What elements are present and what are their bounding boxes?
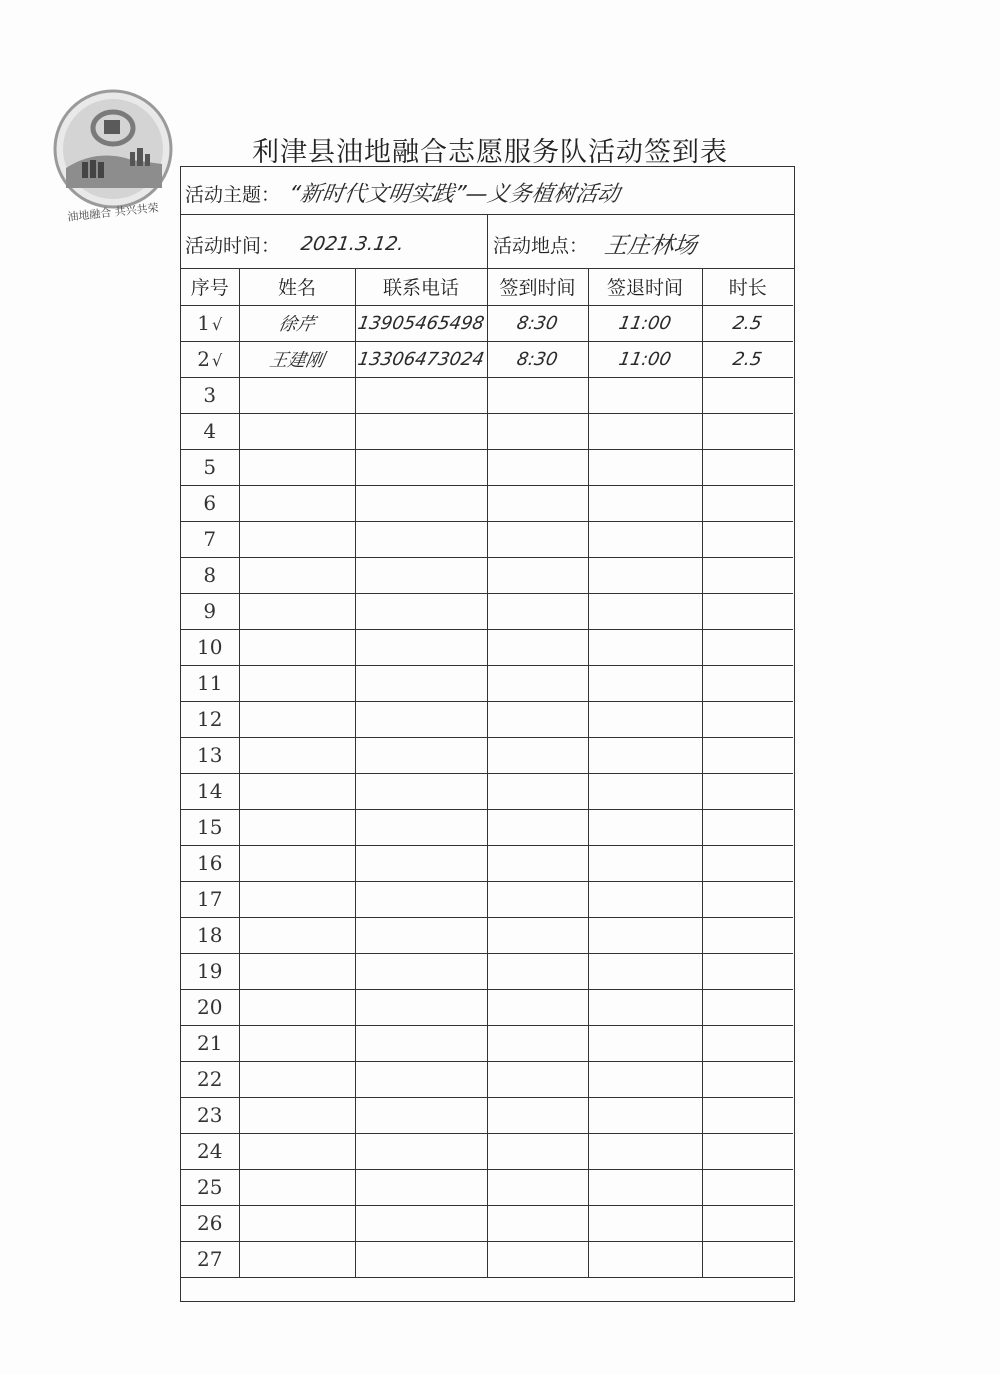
name-cell[interactable] <box>239 1097 355 1133</box>
header-serial: 序号 <box>181 269 239 305</box>
attendance-table <box>181 269 793 1278</box>
row-serial-cell <box>181 1169 239 1205</box>
phone-cell[interactable] <box>355 557 487 593</box>
sign-in-cell[interactable] <box>487 1133 588 1169</box>
phone-cell[interactable] <box>355 701 487 737</box>
table-row <box>181 665 793 701</box>
organization-logo <box>52 88 174 228</box>
duration-cell[interactable] <box>702 701 793 737</box>
phone-cell[interactable] <box>355 881 487 917</box>
phone-cell[interactable] <box>355 1133 487 1169</box>
checkmark-icon: √ <box>212 315 223 334</box>
name-cell[interactable] <box>239 953 355 989</box>
phone-cell[interactable] <box>355 593 487 629</box>
time-label: 活动时间： <box>185 235 281 257</box>
sign-in-cell[interactable] <box>487 701 588 737</box>
sign-out-value: 11:00 <box>617 349 673 370</box>
row-serial: 10 <box>197 635 223 659</box>
row-serial: 8 <box>203 563 217 587</box>
name-cell[interactable] <box>239 1205 355 1241</box>
theme-label: 活动主题： <box>185 184 281 206</box>
row-serial-cell <box>181 1061 239 1097</box>
table-row <box>181 953 793 989</box>
row-serial: 23 <box>197 1103 223 1127</box>
name-cell[interactable] <box>239 917 355 953</box>
duration-cell[interactable] <box>702 1169 793 1205</box>
row-serial: 12 <box>197 707 223 731</box>
row-serial: 2 <box>197 347 211 371</box>
time-place-divider <box>487 215 488 269</box>
row-serial-cell <box>181 989 239 1025</box>
table-row <box>181 413 793 449</box>
phone-cell[interactable] <box>355 773 487 809</box>
name-cell[interactable] <box>239 593 355 629</box>
row-serial-cell <box>181 953 239 989</box>
sign-out-cell[interactable] <box>588 629 702 665</box>
table-row <box>181 1133 793 1169</box>
row-serial-cell <box>181 1097 239 1133</box>
sign-out-cell[interactable] <box>588 1241 702 1277</box>
table-row <box>181 701 793 737</box>
logo-slogan: 油地融合 共兴共荣 <box>66 201 160 224</box>
sign-out-cell[interactable] <box>588 809 702 845</box>
sign-in-cell[interactable] <box>487 881 588 917</box>
row-serial: 17 <box>197 887 223 911</box>
name-cell[interactable] <box>239 1025 355 1061</box>
row-serial-cell <box>181 377 239 413</box>
row-serial: 16 <box>197 851 223 875</box>
sign-in-cell[interactable] <box>487 1205 588 1241</box>
row-serial: 25 <box>197 1175 223 1199</box>
table-row <box>181 881 793 917</box>
theme-value[interactable]: “新时代文明实践”—义务植树活动 <box>286 182 622 207</box>
sign-out-cell[interactable] <box>588 917 702 953</box>
table-row <box>181 593 793 629</box>
sign-out-cell[interactable] <box>588 413 702 449</box>
logo-emblem-icon <box>52 88 174 210</box>
sign-in-cell[interactable] <box>487 413 588 449</box>
header-name: 姓名 <box>239 269 355 305</box>
header-sign-out-time: 签退时间 <box>588 269 702 305</box>
sign-in-sheet <box>180 166 795 1302</box>
duration-cell[interactable] <box>702 953 793 989</box>
sign-in-cell[interactable] <box>487 737 588 773</box>
sign-in-cell[interactable] <box>487 953 588 989</box>
duration-cell[interactable] <box>702 413 793 449</box>
sign-in-cell[interactable] <box>487 449 588 485</box>
phone-cell[interactable] <box>355 1061 487 1097</box>
duration-cell[interactable] <box>702 1025 793 1061</box>
phone-cell[interactable] <box>355 1205 487 1241</box>
row-serial: 14 <box>197 779 223 803</box>
sign-out-value: 11:00 <box>617 313 673 334</box>
sign-out-cell[interactable] <box>588 1025 702 1061</box>
row-serial-cell <box>181 809 239 845</box>
sign-out-cell[interactable] <box>588 449 702 485</box>
table-row <box>181 449 793 485</box>
sign-out-cell[interactable] <box>588 845 702 881</box>
name-cell[interactable] <box>239 665 355 701</box>
sign-in-cell[interactable] <box>487 989 588 1025</box>
sign-in-cell[interactable] <box>487 1169 588 1205</box>
name-cell[interactable] <box>239 773 355 809</box>
name-cell[interactable] <box>239 1169 355 1205</box>
name-cell[interactable] <box>239 413 355 449</box>
name-cell[interactable] <box>239 1241 355 1277</box>
row-serial-cell <box>181 557 239 593</box>
row-serial-cell <box>181 521 239 557</box>
duration-cell[interactable] <box>702 1133 793 1169</box>
row-serial-cell <box>181 773 239 809</box>
row-serial-cell <box>181 593 239 629</box>
sign-out-cell[interactable] <box>588 377 702 413</box>
duration-cell[interactable] <box>702 485 793 521</box>
row-serial-cell <box>181 1241 239 1277</box>
table-row <box>181 917 793 953</box>
phone-cell[interactable] <box>355 485 487 521</box>
row-serial-cell <box>181 1205 239 1241</box>
name-cell[interactable] <box>239 737 355 773</box>
sign-out-cell[interactable] <box>588 701 702 737</box>
sign-out-cell[interactable] <box>588 485 702 521</box>
table-row <box>181 1241 793 1277</box>
table-row <box>181 629 793 665</box>
sign-out-cell[interactable] <box>588 989 702 1025</box>
time-value[interactable]: 2021.3.12. <box>299 233 406 255</box>
phone-cell[interactable] <box>355 917 487 953</box>
sign-in-cell[interactable] <box>487 377 588 413</box>
sign-in-cell[interactable] <box>487 1025 588 1061</box>
checkmark-icon: √ <box>212 351 223 370</box>
row-serial-cell <box>181 413 239 449</box>
name-cell[interactable] <box>239 485 355 521</box>
sign-out-cell[interactable] <box>588 557 702 593</box>
duration-cell[interactable] <box>702 773 793 809</box>
row-serial: 22 <box>197 1067 223 1091</box>
phone-cell[interactable] <box>355 629 487 665</box>
table-row <box>181 521 793 557</box>
duration-cell[interactable] <box>702 917 793 953</box>
duration-cell[interactable] <box>702 881 793 917</box>
duration-cell[interactable] <box>702 665 793 701</box>
duration-cell[interactable] <box>702 809 793 845</box>
table-row <box>181 305 793 341</box>
table-row <box>181 989 793 1025</box>
theme-row <box>181 167 794 215</box>
sign-in-cell[interactable] <box>487 485 588 521</box>
duration-cell[interactable] <box>702 557 793 593</box>
duration-cell[interactable] <box>702 305 793 341</box>
duration-cell[interactable] <box>702 845 793 881</box>
row-serial-cell <box>181 701 239 737</box>
row-serial: 19 <box>197 959 223 983</box>
row-serial: 4 <box>203 419 217 443</box>
phone-cell[interactable] <box>355 1097 487 1133</box>
row-serial: 18 <box>197 923 223 947</box>
name-cell[interactable] <box>239 341 355 377</box>
table-row <box>181 341 793 377</box>
phone-cell[interactable] <box>355 809 487 845</box>
phone-cell[interactable] <box>355 449 487 485</box>
row-serial-cell <box>181 1133 239 1169</box>
sign-in-cell[interactable] <box>487 1061 588 1097</box>
sign-in-cell[interactable] <box>487 665 588 701</box>
duration-cell[interactable] <box>702 593 793 629</box>
row-serial: 9 <box>203 599 217 623</box>
phone-cell[interactable] <box>355 341 487 377</box>
phone-value: 13306473024 <box>356 349 486 370</box>
duration-cell[interactable] <box>702 449 793 485</box>
place-value[interactable]: 王庄林场 <box>602 233 699 259</box>
sign-out-cell[interactable] <box>588 1061 702 1097</box>
row-serial: 20 <box>197 995 223 1019</box>
phone-cell[interactable] <box>355 413 487 449</box>
row-serial: 11 <box>197 671 223 695</box>
duration-cell[interactable] <box>702 521 793 557</box>
duration-cell[interactable] <box>702 377 793 413</box>
sign-out-cell[interactable] <box>588 521 702 557</box>
sign-out-cell[interactable] <box>588 881 702 917</box>
sign-in-cell[interactable] <box>487 1241 588 1277</box>
name-cell[interactable] <box>239 701 355 737</box>
name-cell[interactable] <box>239 377 355 413</box>
header-sign-in-time: 签到时间 <box>487 269 588 305</box>
phone-cell[interactable] <box>355 521 487 557</box>
table-row <box>181 737 793 773</box>
sign-out-cell[interactable] <box>588 1133 702 1169</box>
row-serial: 26 <box>197 1211 223 1235</box>
row-serial: 1 <box>197 311 211 335</box>
duration-cell[interactable] <box>702 629 793 665</box>
sign-in-cell[interactable] <box>487 341 588 377</box>
header-phone: 联系电话 <box>355 269 487 305</box>
row-serial-cell <box>181 917 239 953</box>
phone-value: 13905465498 <box>356 313 486 334</box>
name-value: 王建刚 <box>267 350 326 371</box>
duration-cell[interactable] <box>702 1241 793 1277</box>
row-serial-cell <box>181 305 239 341</box>
sign-out-cell[interactable] <box>588 953 702 989</box>
duration-value: 2.5 <box>731 349 764 370</box>
name-cell[interactable] <box>239 449 355 485</box>
duration-cell[interactable] <box>702 737 793 773</box>
duration-cell[interactable] <box>702 1097 793 1133</box>
table-row <box>181 485 793 521</box>
sign-in-cell[interactable] <box>487 557 588 593</box>
sign-out-cell[interactable] <box>588 1169 702 1205</box>
sign-out-cell[interactable] <box>588 737 702 773</box>
sign-out-cell[interactable] <box>588 1205 702 1241</box>
row-serial-cell <box>181 665 239 701</box>
row-serial-cell <box>181 1025 239 1061</box>
duration-cell[interactable] <box>702 989 793 1025</box>
name-cell[interactable] <box>239 845 355 881</box>
phone-cell[interactable] <box>355 737 487 773</box>
table-row <box>181 377 793 413</box>
row-serial: 27 <box>197 1247 223 1271</box>
table-row <box>181 1025 793 1061</box>
row-serial: 21 <box>197 1031 223 1055</box>
name-cell[interactable] <box>239 989 355 1025</box>
table-row <box>181 773 793 809</box>
name-cell[interactable] <box>239 305 355 341</box>
sign-in-cell[interactable] <box>487 809 588 845</box>
phone-cell[interactable] <box>355 845 487 881</box>
duration-cell[interactable] <box>702 341 793 377</box>
phone-cell[interactable] <box>355 305 487 341</box>
time-place-row <box>181 215 794 269</box>
table-row <box>181 1061 793 1097</box>
row-serial-cell <box>181 341 239 377</box>
phone-cell[interactable] <box>355 1241 487 1277</box>
row-serial: 3 <box>203 383 217 407</box>
sign-in-cell[interactable] <box>487 521 588 557</box>
sign-in-cell[interactable] <box>487 629 588 665</box>
name-cell[interactable] <box>239 881 355 917</box>
row-serial: 15 <box>197 815 223 839</box>
sign-in-cell[interactable] <box>487 845 588 881</box>
row-serial: 13 <box>197 743 223 767</box>
sign-in-value: 8:30 <box>515 349 560 370</box>
name-cell[interactable] <box>239 629 355 665</box>
duration-cell[interactable] <box>702 1205 793 1241</box>
sign-out-cell[interactable] <box>588 665 702 701</box>
sign-out-cell[interactable] <box>588 773 702 809</box>
form-title: 利津县油地融合志愿服务队活动签到表 <box>252 137 728 168</box>
sign-out-cell[interactable] <box>588 341 702 377</box>
name-cell[interactable] <box>239 1133 355 1169</box>
table-row <box>181 1169 793 1205</box>
row-serial: 5 <box>203 455 217 479</box>
row-serial: 6 <box>203 491 217 515</box>
header-duration: 时长 <box>702 269 793 305</box>
sign-in-cell[interactable] <box>487 1097 588 1133</box>
sign-out-cell[interactable] <box>588 1097 702 1133</box>
table-row <box>181 1097 793 1133</box>
sign-in-cell[interactable] <box>487 917 588 953</box>
name-value: 徐芹 <box>276 314 317 335</box>
name-cell[interactable] <box>239 809 355 845</box>
phone-cell[interactable] <box>355 377 487 413</box>
sign-out-cell[interactable] <box>588 305 702 341</box>
phone-cell[interactable] <box>355 1025 487 1061</box>
duration-value: 2.5 <box>731 313 764 334</box>
row-serial-cell <box>181 449 239 485</box>
row-serial-cell <box>181 881 239 917</box>
row-serial-cell <box>181 845 239 881</box>
sign-in-cell[interactable] <box>487 305 588 341</box>
sign-in-cell[interactable] <box>487 593 588 629</box>
name-cell[interactable] <box>239 521 355 557</box>
row-serial-cell <box>181 485 239 521</box>
row-serial-cell <box>181 737 239 773</box>
phone-cell[interactable] <box>355 989 487 1025</box>
name-cell[interactable] <box>239 557 355 593</box>
duration-cell[interactable] <box>702 1061 793 1097</box>
phone-cell[interactable] <box>355 665 487 701</box>
row-serial: 7 <box>203 527 217 551</box>
sign-in-value: 8:30 <box>515 313 560 334</box>
table-row <box>181 809 793 845</box>
phone-cell[interactable] <box>355 1169 487 1205</box>
table-header-row <box>181 269 793 305</box>
place-label: 活动地点： <box>493 235 589 257</box>
row-serial: 24 <box>197 1139 223 1163</box>
table-row <box>181 557 793 593</box>
name-cell[interactable] <box>239 1061 355 1097</box>
sign-out-cell[interactable] <box>588 593 702 629</box>
table-row <box>181 1205 793 1241</box>
phone-cell[interactable] <box>355 953 487 989</box>
table-row <box>181 845 793 881</box>
sign-in-cell[interactable] <box>487 773 588 809</box>
row-serial-cell <box>181 629 239 665</box>
